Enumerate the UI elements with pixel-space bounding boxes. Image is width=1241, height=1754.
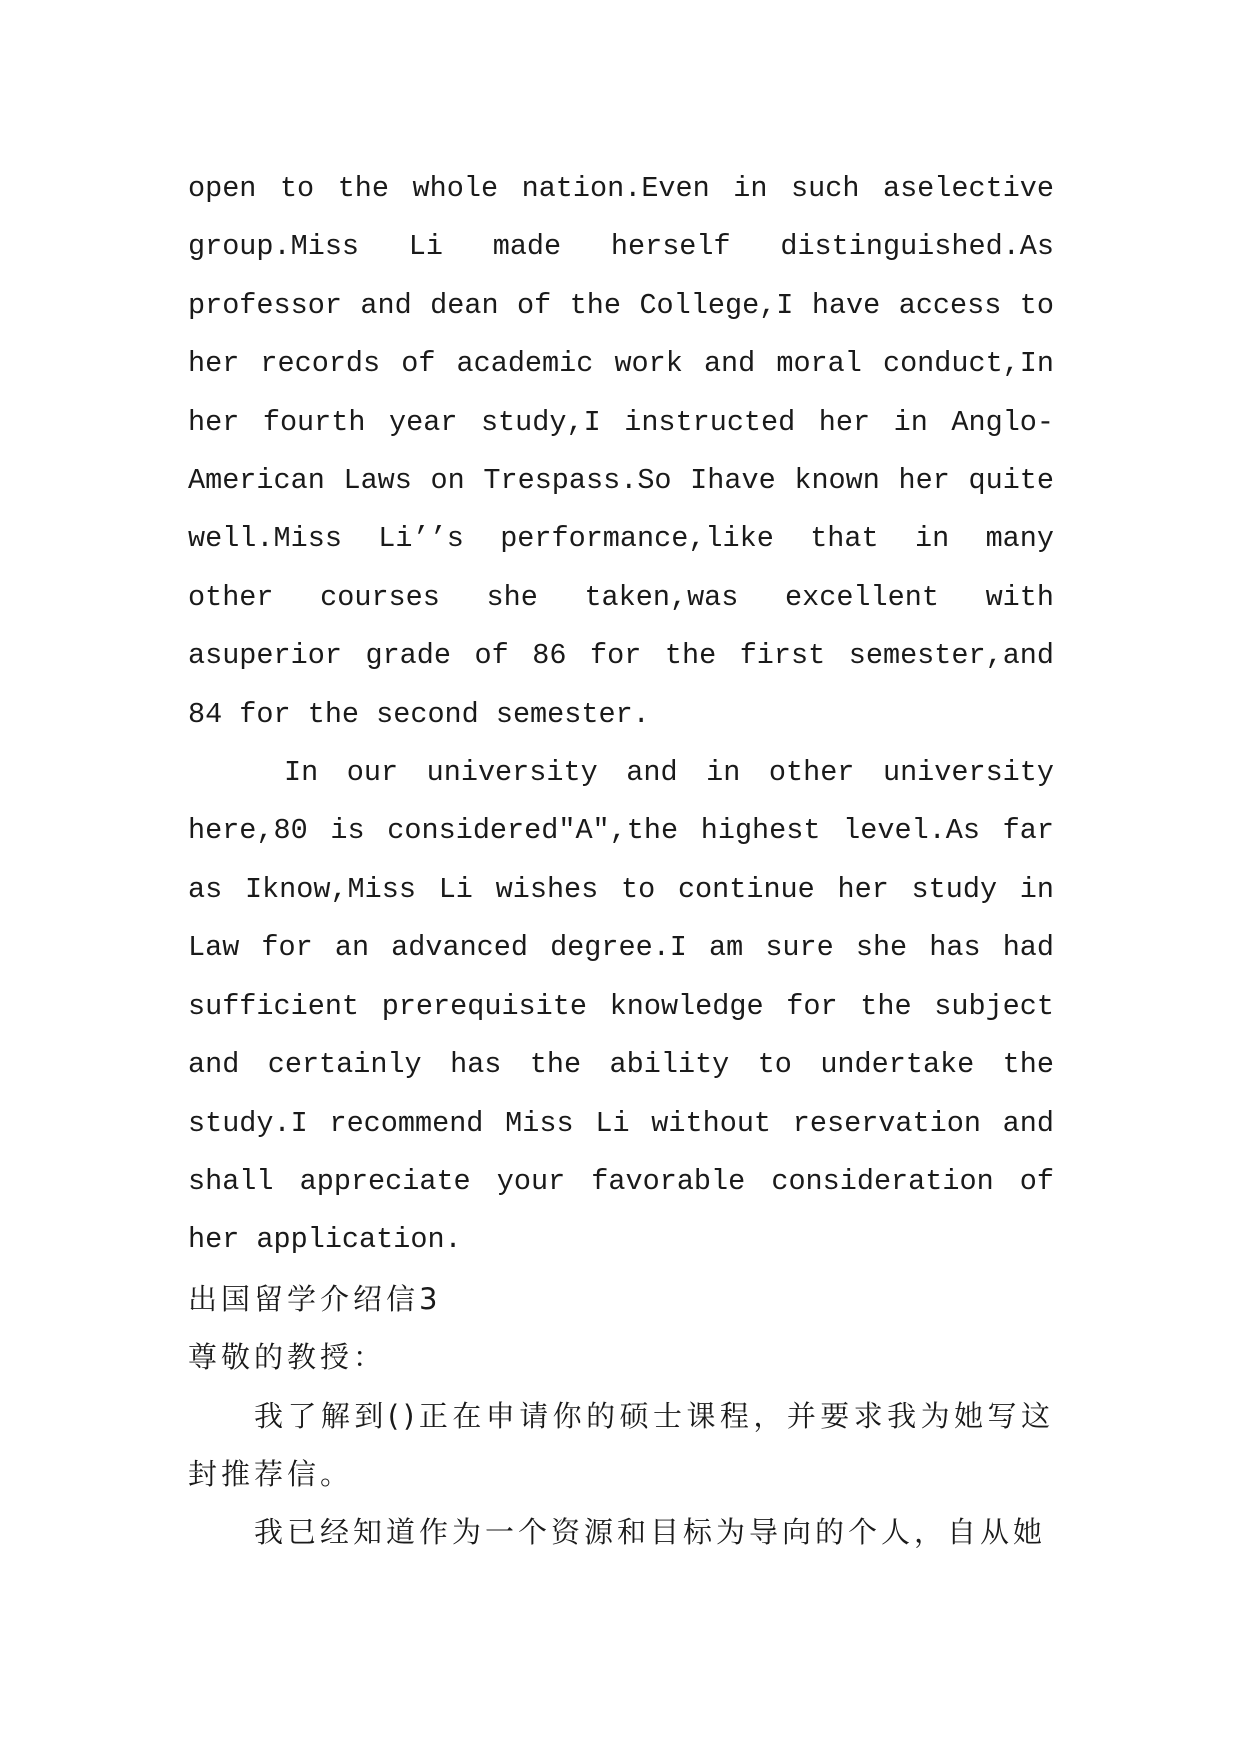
cn-paragraph-2: 我已经知道作为一个资源和目标为导向的个人，自从她 [254, 1515, 1047, 1550]
salutation: 尊敬的教授： [188, 1340, 387, 1375]
document-page [188, 160, 1054, 1562]
section-title: 出国留学介绍信3 [188, 1281, 442, 1316]
body-paragraph-2: In our university and in other university here,80 is considered"A",the highest level.As far as Iknow,Miss Li wishes to continue her study in Law for an advanced degree.I am sure she has had sufficient prerequisite knowledge for the subject and certainly has the ability to undertake the study.I recommend Miss Li without reservation and shall appreciate your favorable consideration of her application. [188, 756, 1054, 1257]
cn-paragraph-1: 我了解到()正在申请你的硕士课程，并要求我为她写这封推荐信。 [188, 1398, 1054, 1491]
body-paragraph-1: open to the whole nation.Even in such aselective group.Miss Li made herself distinguished.As professor and dean of the College,I have access to her records of academic work and moral conduct,In her fourth year study,I instructed her in Anglo-American Laws on Trespass.So Ihave known her quite well.Miss Li’’s performance,like that in many other courses she taken,was excellent with asuperior grade of 86 for the first semester,and 84 for the second semester. [188, 172, 1054, 731]
